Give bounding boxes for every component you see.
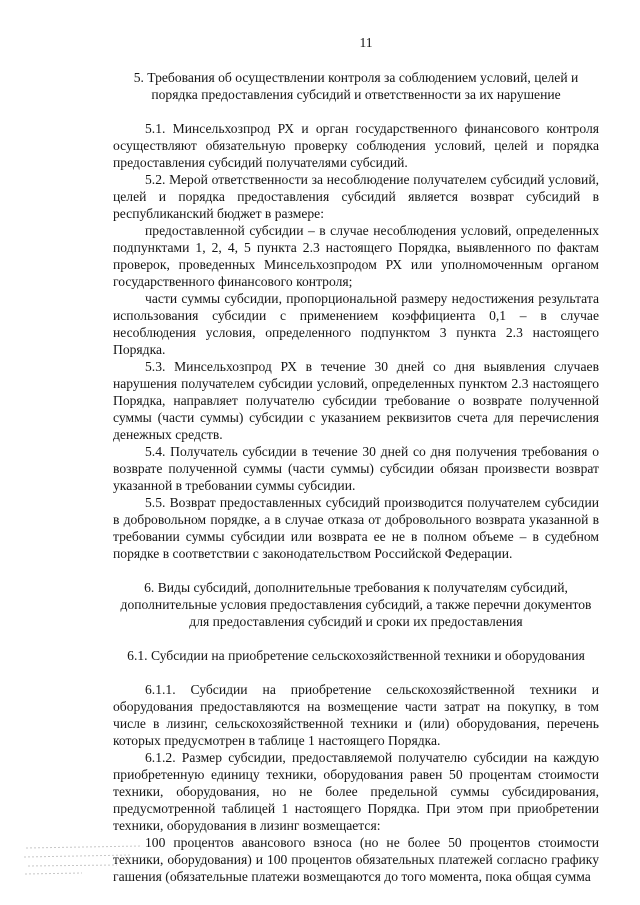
section-5-body [113, 120, 599, 562]
section-6-body [113, 681, 599, 885]
paragraph-5-2: 5.2. Мерой ответственности за несоблюдение получателем субсидий условий, целей и порядка предоставления субсидий является возврат субсидий в республиканский бюджет в размере: [113, 172, 599, 221]
paragraph-5-5: 5.5. Возврат предоставленных субсидий производится получателем субсидии в добровольном порядке, а в случае отказа от добровольного возврата указанной в требовании суммы субсидии или возврата ее не в полном объеме – в судебном порядке в соответствии с законодательством Российской Федерации. [113, 495, 599, 561]
section-5-heading: 5. Требования об осуществлении контроля за соблюдением условий, целей и порядка предоставления субсидий и ответственности за их нарушение [133, 70, 579, 102]
page-number: 11 [359, 35, 373, 50]
section-6-heading: 6. Виды субсидий, дополнительные требования к получателям субсидий, дополнительные условия предоставления субсидий, а также перечни документов для предоставления субсидий и сроки их предоставления [120, 580, 592, 629]
paragraph-6-1-2-a: 100 процентов авансового взноса (но не более 50 процентов стоимости техники, оборудования) и 100 процентов обязательных платежей согласно графику гашения (обязательные платежи возмещаются до того момента, пока общая сумма [113, 835, 599, 884]
paragraph-6-1-1: 6.1.1. Субсидии на приобретение сельскохозяйственной техники и оборудования предоставляются на возмещение части затрат на покупку, в том числе в лизинг, сельскохозяйственной техники и (или) оборудования, перечень которых предусмотрен в таблице 1 настоящего Порядка. [113, 682, 599, 748]
paragraph-5-2-b: части суммы субсидии, пропорциональной размеру недостижения результата использования субсидии с применением коэффициента 0,1 – в случае несоблюдения условия, определенного подпунктом 3 пункта 2.3 настоящего Порядка. [113, 291, 599, 357]
faint-stamp-mark [22, 842, 147, 878]
subsection-6-1-heading: 6.1. Субсидии на приобретение сельскохозяйственной техники и оборудования [127, 648, 585, 663]
paragraph-5-2-a: предоставленной субсидии – в случае несоблюдения условий, определенных подпунктами 1, 2, 4, 5 пункта 2.3 настоящего Порядка, выявленного по фактам проверок, проведенных Минсельхозпродом РХ или уполномоченным органом государственного финансового контроля; [113, 223, 599, 289]
paragraph-5-1: 5.1. Минсельхозпрод РХ и орган государственного финансового контроля осуществляют обязательную проверку соблюдения условий, целей и порядка предоставления субсидий получателями субсидий. [113, 121, 599, 170]
paragraph-5-3: 5.3. Минсельхозпрод РХ в течение 30 дней со дня выявления случаев нарушения получателем субсидии условий, определенных пунктом 2.3 настоящего Порядка, направляет получателю субсидии требование о возврате полученной суммы (части суммы) субсидии с указанием реквизитов счета для перечисления денежных средств. [113, 359, 599, 442]
paragraph-5-4: 5.4. Получатель субсидии в течение 30 дней со дня получения требования о возврате полученной суммы (части суммы) субсидии обязан произвести возврат указанной в требовании суммы субсидии. [113, 444, 599, 493]
paragraph-6-1-2: 6.1.2. Размер субсидии, предоставляемой получателю субсидии на каждую приобретенную единицу техники, оборудования равен 50 процентам стоимости техники, оборудования, но не более предельной суммы субсидирования, предусмотренной таблицей 1 настоящего Порядка. При этом при приобретении техники, оборудования в лизинг возмещается: [113, 750, 599, 833]
